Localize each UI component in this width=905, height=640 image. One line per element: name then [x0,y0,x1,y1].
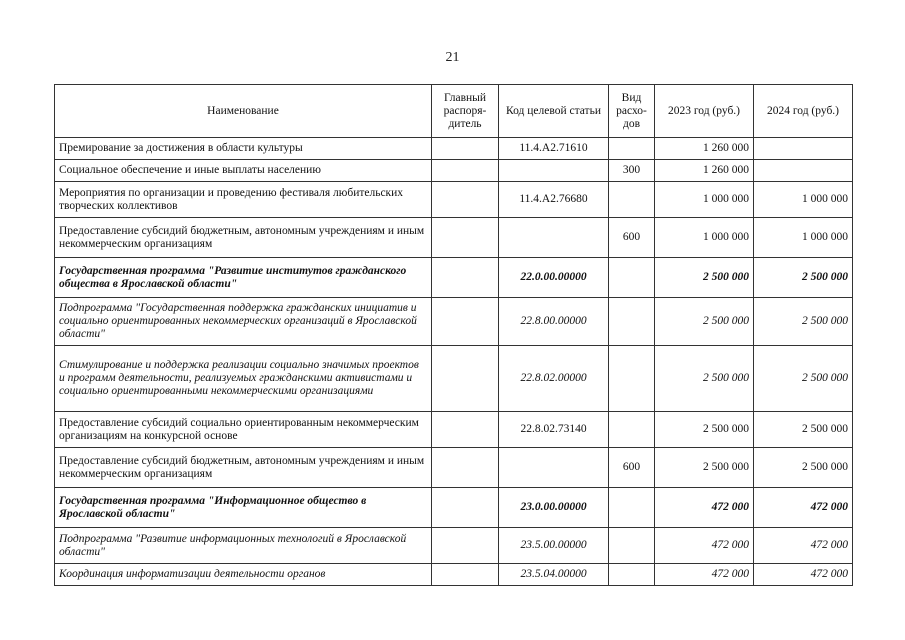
header-code: Код целевой статьи [499,85,609,138]
table-row [55,488,853,528]
cell-2023: 2 500 000 [655,412,754,448]
cell-type [609,528,655,564]
cell-admin [432,138,499,160]
cell-code: 11.4.А2.76680 [499,182,609,218]
cell-type [609,298,655,346]
cell-type [609,258,655,298]
cell-name: Подпрограмма "Государственная поддержка гражданских инициатив и социально ориентированных некоммерческих организаций в Ярославской области" [55,298,432,346]
cell-code: 22.8.02.00000 [499,346,609,412]
cell-2024: 2 500 000 [754,298,853,346]
cell-type: 300 [609,160,655,182]
cell-2024: 2 500 000 [754,258,853,298]
cell-2024: 472 000 [754,528,853,564]
cell-2023: 1 000 000 [655,218,754,258]
header-2024: 2024 год (руб.) [754,85,853,138]
cell-name: Государственная программа "Развитие институтов гражданского общества в Ярославской области" [55,258,432,298]
cell-2023: 2 500 000 [655,346,754,412]
cell-code: 23.0.00.00000 [499,488,609,528]
cell-name: Социальное обеспечение и иные выплаты населению [55,160,432,182]
cell-name: Подпрограмма "Развитие информационных технологий в Ярославской области" [55,528,432,564]
cell-2024: 1 000 000 [754,218,853,258]
table-row [55,346,853,412]
cell-2024 [754,138,853,160]
header-name: Наименование [55,85,432,138]
table-row [55,160,853,182]
cell-admin [432,488,499,528]
header-admin: Главный распоря-дитель [432,85,499,138]
cell-2024: 472 000 [754,488,853,528]
page-number: 21 [445,50,460,65]
cell-code: 22.8.02.73140 [499,412,609,448]
cell-code: 22.0.00.00000 [499,258,609,298]
table-row [55,182,853,218]
cell-2023: 472 000 [655,528,754,564]
cell-type [609,412,655,448]
cell-admin [432,346,499,412]
cell-name: Премирование за достижения в области культуры [55,138,432,160]
header-2023: 2023 год (руб.) [655,85,754,138]
cell-name: Предоставление субсидий бюджетным, автономным учреждениям и иным некоммерческим организациям [55,448,432,488]
cell-2024: 2 500 000 [754,448,853,488]
cell-code: 23.5.04.00000 [499,564,609,586]
cell-2024: 1 000 000 [754,182,853,218]
cell-admin [432,528,499,564]
cell-name: Предоставление субсидий бюджетным, автономным учреждениям и иным некоммерческим организациям [55,218,432,258]
cell-2023: 1 260 000 [655,160,754,182]
cell-code [499,218,609,258]
cell-code: 11.4.А2.71610 [499,138,609,160]
cell-admin [432,182,499,218]
cell-name: Государственная программа "Информационное общество в Ярославской области" [55,488,432,528]
cell-admin [432,160,499,182]
cell-2023: 2 500 000 [655,298,754,346]
cell-code: 22.8.00.00000 [499,298,609,346]
cell-admin [432,448,499,488]
cell-admin [432,564,499,586]
table-row [55,258,853,298]
cell-code [499,160,609,182]
cell-2023: 2 500 000 [655,448,754,488]
cell-2024: 2 500 000 [754,412,853,448]
table-row [55,298,853,346]
cell-2023: 472 000 [655,564,754,586]
cell-type [609,182,655,218]
cell-type [609,138,655,160]
cell-name: Мероприятия по организации и проведению фестиваля любительских творческих коллективов [55,182,432,218]
table-row [55,412,853,448]
cell-name: Стимулирование и поддержка реализации социально значимых проектов и программ деятельности, реализуемых гражданскими активистами и социально ориентированными некоммерческими организациями [55,346,432,412]
header-type: Вид расхо-дов [609,85,655,138]
cell-2023: 2 500 000 [655,258,754,298]
cell-type [609,488,655,528]
cell-admin [432,258,499,298]
cell-admin [432,218,499,258]
cell-2024 [754,160,853,182]
cell-2023: 1 000 000 [655,182,754,218]
cell-2023: 1 260 000 [655,138,754,160]
budget-table [54,84,853,586]
table-header-row [55,85,853,138]
table-body [55,138,853,586]
cell-code: 23.5.00.00000 [499,528,609,564]
table-row [55,448,853,488]
cell-type [609,564,655,586]
cell-2024: 472 000 [754,564,853,586]
table-row [55,528,853,564]
table-row [55,218,853,258]
cell-type [609,346,655,412]
cell-type: 600 [609,218,655,258]
cell-code [499,448,609,488]
table-row [55,564,853,586]
cell-2023: 472 000 [655,488,754,528]
cell-admin [432,298,499,346]
cell-name: Координация информатизации деятельности органов [55,564,432,586]
cell-name: Предоставление субсидий социально ориентированным некоммерческим организациям на конкурсной основе [55,412,432,448]
cell-type: 600 [609,448,655,488]
table-row [55,138,853,160]
cell-admin [432,412,499,448]
cell-2024: 2 500 000 [754,346,853,412]
